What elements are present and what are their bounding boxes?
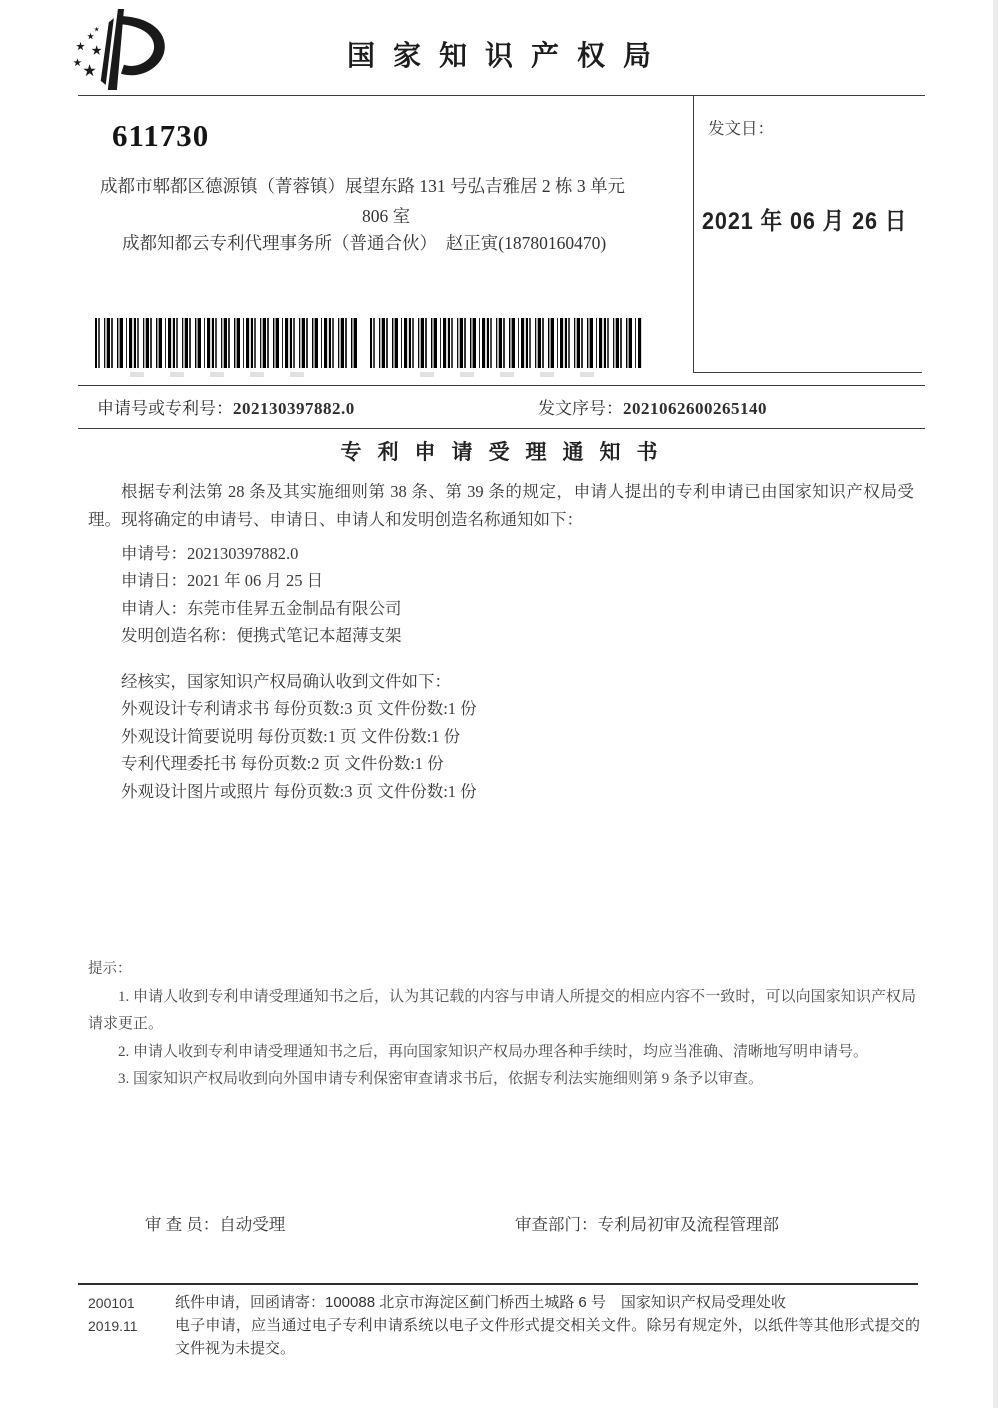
barcode-right-caption [420, 372, 620, 377]
serial-number-field [538, 394, 767, 419]
hint-item: 2. 申请人收到专利申请受理通知书之后，再向国家知识产权局办理各种手续时，均应当准确、清晰地写明申请号。 [118, 1043, 869, 1060]
recipient-address-line2: 806 室 [361, 206, 411, 226]
barcode-right [370, 318, 642, 368]
document-item: 外观设计专利请求书 每份页数:3 页 文件份数:1 份 [121, 699, 477, 719]
reference-row-bottom-border [78, 428, 925, 429]
examiner-field [145, 1211, 285, 1235]
footer-divider [78, 1283, 918, 1285]
footer-note-electronic: 电子申请，应当通过电子专利申请系统以电子文件形式提交相关文件。除另有规定外，以纸件等其他形式提交的文件视为未提交。 [175, 1317, 920, 1357]
barcode-left-caption [130, 372, 330, 377]
hint-item: 1. 申请人收到专利申请受理通知书之后，认为其记载的内容与申请人所提交的相应内容不一致时，可以向国家知识产权局请求更正。 [88, 988, 916, 1032]
page-scan-edge [993, 0, 998, 1408]
application-number-value: 202130397882.0 [233, 399, 355, 418]
recipient-address-line1: 成都市郫都区德源镇（菁蓉镇）展望东路 131 号弘吉雅居 2 栋 3 单元 [100, 176, 625, 196]
dispatch-date-label: 发文日： [708, 119, 774, 138]
footer-form-code: 2019.11 [88, 1318, 138, 1334]
footer-form-code: 200101 [88, 1295, 135, 1311]
examiner-label: 审 查 员： [145, 1215, 220, 1234]
document-item: 外观设计图片或照片 每份页数:3 页 文件份数:1 份 [121, 781, 477, 801]
serial-number-label: 发文序号： [538, 399, 623, 418]
hint-item: 3. 国家知识产权局收到向外国申请专利保密审查请求书后，依据专利法实施细则第 9 条予以审查。 [118, 1071, 764, 1087]
header-divider [78, 95, 925, 96]
hints-section [88, 956, 916, 1094]
dispatch-box-bottom-border [693, 372, 922, 373]
field-applicant: 申请人：东莞市佳昇五金制品有限公司 [121, 598, 402, 618]
application-number-label: 申请号或专利号： [97, 399, 233, 418]
barcode-left [95, 318, 357, 368]
serial-number-value: 2021062600265140 [623, 399, 767, 418]
footer-notes [175, 1291, 920, 1360]
field-invention-title: 发明创造名称：便携式笔记本超薄支架 [121, 626, 402, 646]
footer-form-codes [88, 1292, 138, 1338]
footer-note-paper: 纸件申请，回函请寄：100088 北京市海淀区蓟门桥西土城路 6 号 国家知识产权局受理处收 [175, 1294, 786, 1311]
field-application-date: 申请日：2021 年 06 月 25 日 [121, 571, 324, 591]
dispatch-box-divider [693, 95, 694, 373]
hints-label: 提示： [88, 961, 132, 977]
recipient-agency-line: 成都知都云专利代理事务所（普通合伙） 赵正寅(18780160470) [122, 233, 607, 253]
org-title: 国家知识产权局 [346, 40, 669, 71]
field-application-number: 申请号：202130397882.0 [121, 544, 299, 563]
examiner-value: 自动受理 [219, 1215, 286, 1234]
notice-intro-paragraph: 根据专利法第 28 条及其实施细则第 38 条、第 39 条的规定，申请人提出的专利申请已由国家知识产权局受理。现将确定的申请号、申请日、申请人和发明创造名称通知如下： [88, 482, 914, 529]
document-item: 专利代理委托书 每份页数:2 页 文件份数:1 份 [121, 754, 444, 774]
notice-title: 专利申请受理通知书 [340, 441, 674, 464]
department-label: 审查部门： [515, 1215, 598, 1234]
document-item: 外观设计简要说明 每份页数:1 页 文件份数:1 份 [121, 726, 461, 746]
received-documents [121, 668, 477, 805]
postal-code: 611730 [112, 118, 210, 153]
application-number-field [97, 394, 355, 419]
received-intro: 经核实，国家知识产权局确认收到文件如下： [121, 672, 451, 691]
department-value: 专利局初审及流程管理部 [597, 1215, 779, 1234]
application-fields [121, 540, 402, 650]
dispatch-date-value: 2021 年 06 月 26 日 [702, 208, 908, 235]
reference-row-top-border [78, 385, 925, 386]
department-field [515, 1211, 779, 1235]
